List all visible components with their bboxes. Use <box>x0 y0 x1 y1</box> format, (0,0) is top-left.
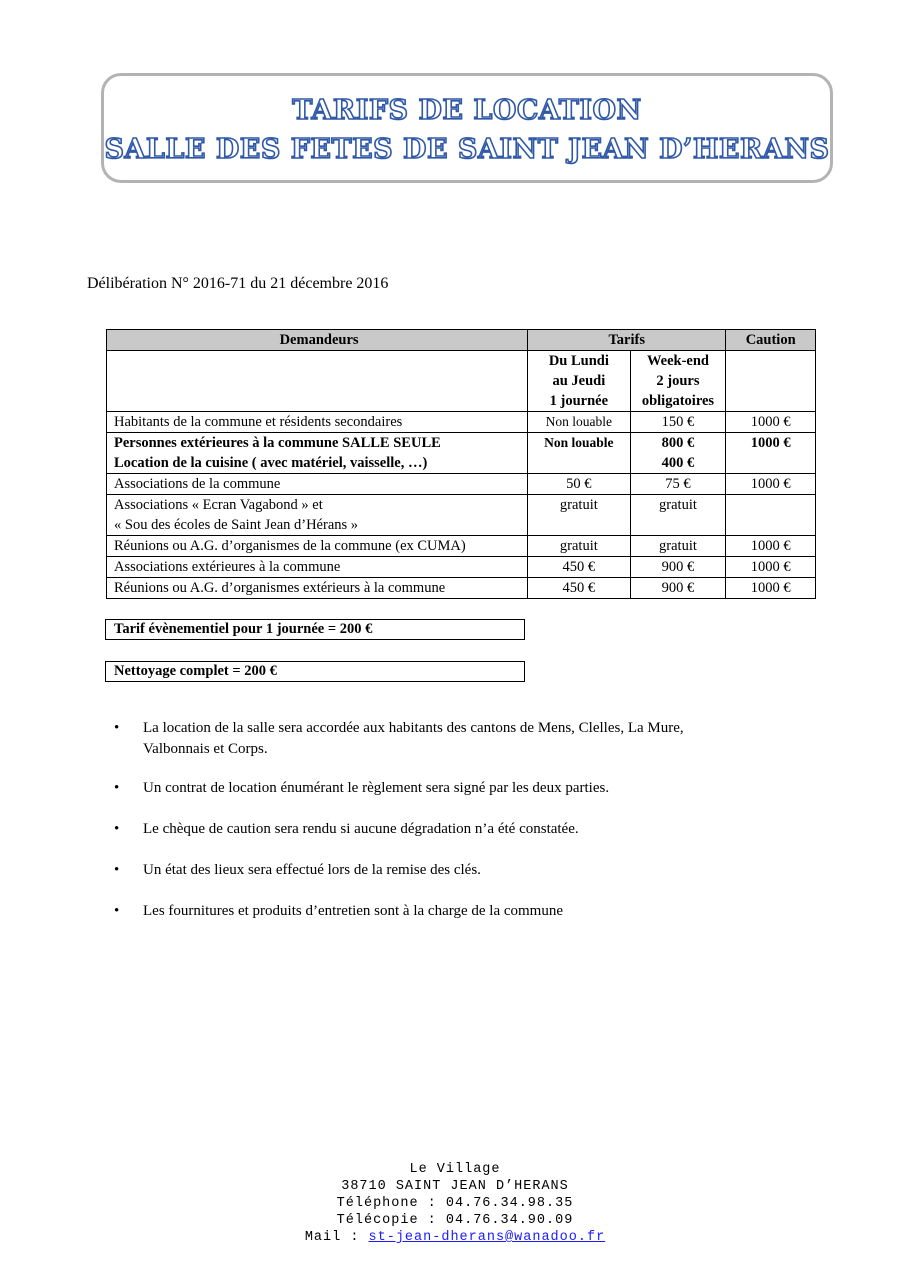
table-row <box>107 536 816 557</box>
row-tarif-weekend: gratuit <box>630 495 726 536</box>
note-line1: Un état des lieux sera effectué lors de la remise des clés. <box>143 862 481 878</box>
footer-fax: Télécopie : 04.76.34.90.09 <box>336 1213 574 1228</box>
row-demandeur: Réunions ou A.G. d’organismes de la commune (ex CUMA) <box>107 536 528 557</box>
row-demandeur: Réunions ou A.G. d’organismes extérieurs à la commune <box>107 578 528 599</box>
row-tarif-weekend: 900 € <box>630 578 726 599</box>
title-line-2: SALLE DES FETES DE SAINT JEAN D’HERANS <box>104 134 830 165</box>
list-item <box>107 860 807 881</box>
row-demandeur: Habitants de la commune et résidents secondaires <box>107 412 528 433</box>
deliberation-reference: Délibération N° 2016-71 du 21 décembre 2016 <box>87 275 389 292</box>
row-tarif-semaine: Non louable <box>528 412 630 433</box>
header-caution: Caution <box>726 330 816 351</box>
note-line1: Les fournitures et produits d’entretien sont à la charge de la commune <box>143 903 563 919</box>
bullet-icon: • <box>114 903 120 919</box>
table-header-row <box>107 330 816 351</box>
bullet-icon: • <box>114 821 120 837</box>
footer-line1: Le Village <box>409 1162 501 1177</box>
subheader-empty <box>107 351 528 412</box>
row-tarif-semaine: 450 € <box>528 578 630 599</box>
row-caution: 1000 € <box>726 433 816 474</box>
footer-mail-label: Mail : <box>304 1230 369 1245</box>
header-tarifs: Tarifs <box>528 330 726 351</box>
table-subheader-row <box>107 351 816 412</box>
row-tarif-semaine: gratuit <box>528 536 630 557</box>
bullet-icon: • <box>114 780 120 796</box>
subheader-weekend-line2: 2 jours <box>656 373 700 389</box>
row-caution: 1000 € <box>726 412 816 433</box>
subheader-caution-empty <box>726 351 816 412</box>
nettoyage-box: Nettoyage complet = 200 € <box>105 661 525 682</box>
conditions-list <box>107 718 807 922</box>
row-caution: 1000 € <box>726 578 816 599</box>
row-demandeur: Associations de la commune <box>107 474 528 495</box>
row-demandeur-line2: « Sou des écoles de Saint Jean d’Hérans » <box>114 517 359 533</box>
subheader-semaine-line3: 1 journée <box>549 393 609 409</box>
subheader-semaine <box>528 351 630 412</box>
row-tarif-weekend: 75 € <box>630 474 726 495</box>
row-demandeur-line2: Location de la cuisine ( avec matériel, vaisselle, …) <box>114 455 428 471</box>
subheader-semaine-line1: Du Lundi <box>548 353 609 369</box>
tarif-evenementiel-box: Tarif évènementiel pour 1 journée = 200 € <box>105 619 525 640</box>
list-item <box>107 778 807 799</box>
row-tarif-weekend: gratuit <box>630 536 726 557</box>
footer-mail-line <box>0 1229 910 1246</box>
table-row <box>107 557 816 578</box>
row-tarif-semaine: 50 € <box>528 474 630 495</box>
subheader-semaine-line2: au Jeudi <box>552 373 606 389</box>
row-demandeur-line1: Personnes extérieures à la commune SALLE SEULE <box>114 435 441 451</box>
row-demandeur <box>107 433 528 474</box>
footer-mail-link[interactable]: st-jean-dherans@wanadoo.fr <box>368 1230 606 1245</box>
row-demandeur <box>107 495 528 536</box>
table-row <box>107 412 816 433</box>
row-caution: 1000 € <box>726 474 816 495</box>
note-line1: Le chèque de caution sera rendu si aucune dégradation n’a été constatée. <box>143 821 579 837</box>
list-item <box>107 718 807 760</box>
row-tarif-semaine: Non louable <box>528 433 630 474</box>
row-tarif-weekend: 150 € <box>630 412 726 433</box>
footer-phone: Téléphone : 04.76.34.98.35 <box>336 1196 574 1211</box>
row-caution <box>726 495 816 536</box>
list-item <box>107 901 807 922</box>
table-row <box>107 433 816 474</box>
row-demandeur-line1: Associations « Ecran Vagabond » et <box>114 497 323 513</box>
footer-line2: 38710 SAINT JEAN D’HERANS <box>341 1179 569 1194</box>
header-demandeurs: Demandeurs <box>107 330 528 351</box>
note-line2: Valbonnais et Corps. <box>143 741 268 757</box>
row-caution: 1000 € <box>726 557 816 578</box>
subheader-weekend-line1: Week-end <box>646 353 709 369</box>
row-tarif-weekend-cuisine: 400 € <box>661 455 695 471</box>
row-tarif-semaine: gratuit <box>528 495 630 536</box>
row-tarif-weekend-salle: 800 € <box>661 435 695 451</box>
bullet-icon: • <box>114 862 120 878</box>
note-line1: La location de la salle sera accordée aux habitants des cantons de Mens, Clelles, La Mure, <box>143 720 684 736</box>
tarifs-table <box>106 329 816 599</box>
bullet-icon: • <box>114 720 120 736</box>
table-row <box>107 474 816 495</box>
subheader-weekend-line3: obligatoires <box>641 393 715 409</box>
title-line-1: TARIFS DE LOCATION <box>292 95 642 126</box>
list-item <box>107 819 807 840</box>
row-demandeur: Associations extérieures à la commune <box>107 557 528 578</box>
row-caution: 1000 € <box>726 536 816 557</box>
row-tarif-semaine: 450 € <box>528 557 630 578</box>
title-box <box>101 73 833 183</box>
row-tarif-weekend: 900 € <box>630 557 726 578</box>
row-tarif-weekend <box>630 433 726 474</box>
subheader-weekend <box>630 351 726 412</box>
footer-address <box>0 1161 910 1246</box>
note-line1: Un contrat de location énumérant le règlement sera signé par les deux parties. <box>143 780 610 796</box>
table-row <box>107 578 816 599</box>
table-row <box>107 495 816 536</box>
